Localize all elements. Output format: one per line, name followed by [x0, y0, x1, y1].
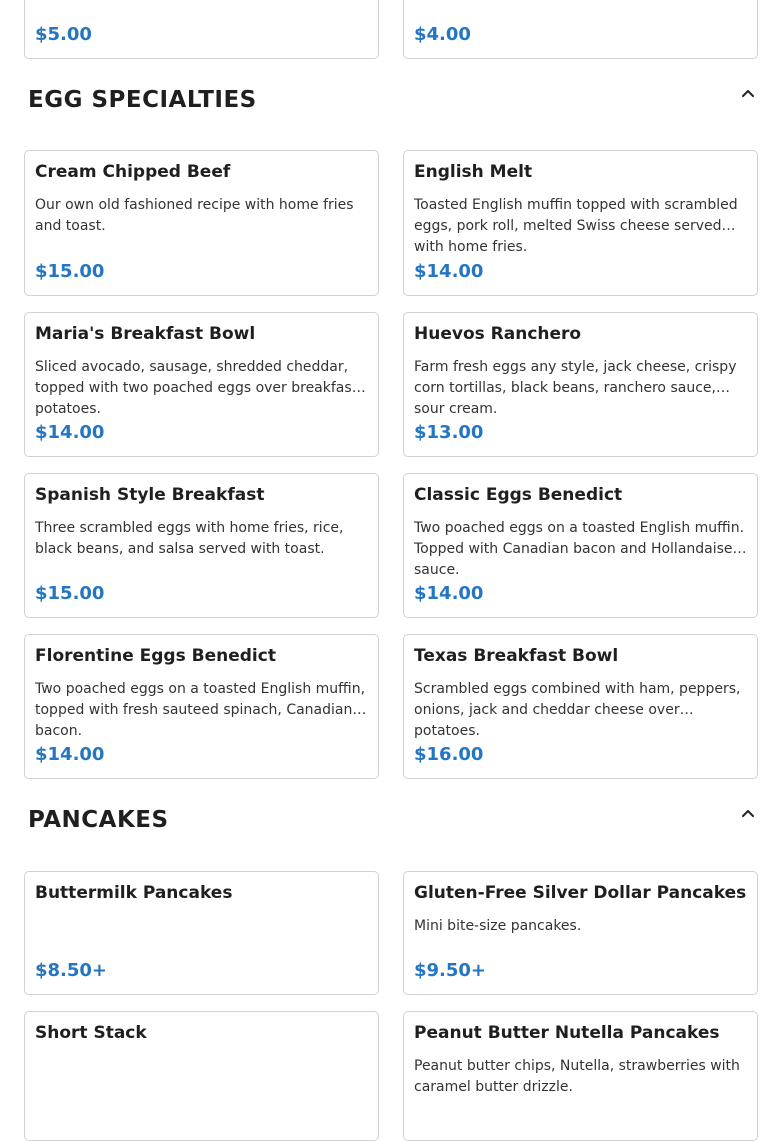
item-price: $14.00: [414, 261, 484, 282]
item-name: English Melt: [414, 162, 533, 182]
item-price: $15.00: [35, 261, 105, 282]
item-name: Classic Eggs Benedict: [414, 485, 623, 505]
menu-item-card[interactable]: [24, 871, 379, 995]
item-name: Short Stack: [35, 1023, 147, 1043]
item-name: Gluten-Free Silver Dollar Pancakes: [414, 883, 747, 903]
item-price: $5.00: [35, 24, 92, 45]
item-description: Two poached eggs on a toasted English muffin, topped with fresh sauteed spinach, Canadian bacon.: [35, 681, 366, 739]
item-description: Three scrambled eggs with home fries, rice, black beans, and salsa served with toast.: [35, 520, 344, 557]
menu-item-card[interactable]: [403, 150, 758, 296]
item-price: $14.00: [414, 583, 484, 604]
item-price: $14.00: [35, 744, 105, 765]
chevron-up-icon[interactable]: [738, 803, 758, 823]
menu-item-card[interactable]: [403, 312, 758, 457]
item-description: Farm fresh eggs any style, jack cheese, crispy corn tortillas, black beans, ranchero sauce, sour cream.: [414, 359, 737, 417]
item-description: Two poached eggs on a toasted English muffin. Topped with Canadian bacon and Hollandaise sauce.: [414, 520, 745, 578]
menu-item-card[interactable]: [403, 473, 758, 618]
item-name: Spanish Style Breakfast: [35, 485, 265, 505]
menu-item-card[interactable]: [24, 312, 379, 457]
item-price: $4.00: [414, 24, 471, 45]
item-name: Huevos Ranchero: [414, 324, 582, 344]
item-price: $15.00: [35, 583, 105, 604]
menu-item-card[interactable]: [24, 0, 379, 59]
item-price: $16.00: [414, 744, 484, 765]
item-price: $14.00: [35, 422, 105, 443]
item-price: $13.00: [414, 422, 484, 443]
item-description: Toasted English muffin topped with scrambled eggs, pork roll, melted Swiss cheese served with home fries.: [414, 197, 738, 255]
item-description: Peanut butter chips, Nutella, strawberries with caramel butter drizzle.: [414, 1058, 740, 1095]
item-description: Sliced avocado, sausage, shredded cheddar, topped with two poached eggs over breakfast potatoes.: [35, 359, 358, 417]
item-name: Florentine Eggs Benedict: [35, 646, 276, 666]
item-name: Buttermilk Pancakes: [35, 883, 233, 903]
menu-item-card[interactable]: [24, 473, 379, 618]
item-price: $8.50+: [35, 960, 108, 981]
menu-item-card[interactable]: [403, 1011, 758, 1141]
menu-item-card[interactable]: [403, 634, 758, 779]
item-description: Scrambled eggs combined with ham, peppers, onions, jack and cheddar cheese over potatoes.: [414, 681, 741, 739]
section-title-egg-specialties: EGG SPECIALTIES: [28, 87, 257, 113]
chevron-up-icon[interactable]: [738, 83, 758, 103]
item-name: Peanut Butter Nutella Pancakes: [414, 1023, 720, 1043]
menu-item-card[interactable]: [24, 150, 379, 296]
item-name: Cream Chipped Beef: [35, 162, 231, 182]
section-title-pancakes: PANCAKES: [28, 807, 169, 833]
item-description: Mini bite-size pancakes.: [414, 918, 582, 934]
menu-item-card[interactable]: [24, 634, 379, 779]
item-name: Maria's Breakfast Bowl: [35, 324, 256, 344]
menu-item-card[interactable]: [403, 871, 758, 995]
item-price: $9.50+: [414, 960, 487, 981]
item-description: Our own old fashioned recipe with home fries and toast.: [35, 197, 354, 234]
item-name: Texas Breakfast Bowl: [414, 646, 619, 666]
menu-item-card[interactable]: [403, 0, 758, 59]
menu-item-card[interactable]: [24, 1011, 379, 1141]
